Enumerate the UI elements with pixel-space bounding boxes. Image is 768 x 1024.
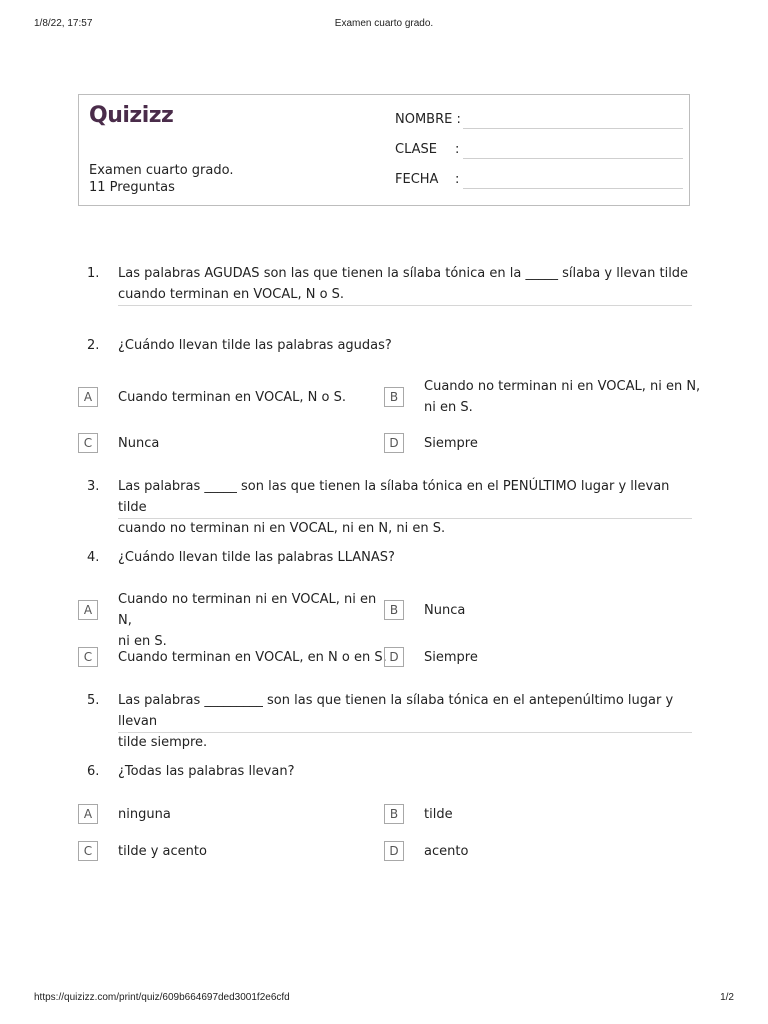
print-title: Examen cuarto grado.	[334, 18, 434, 29]
quizizz-logo: Quizizz	[89, 103, 174, 128]
print-url: https://quizizz.com/print/quiz/609b664697ded3001f2e6cfd	[34, 992, 290, 1003]
answer-line[interactable]	[118, 518, 692, 519]
option-d[interactable]	[384, 433, 690, 455]
question-number: 4.	[87, 550, 100, 565]
answer-line[interactable]	[118, 732, 692, 733]
date-line[interactable]	[463, 188, 683, 189]
option-d[interactable]	[384, 647, 690, 669]
option-letter-box: B	[384, 387, 404, 407]
option-a[interactable]	[78, 592, 378, 649]
print-datetime: 1/8/22, 17:57	[34, 18, 93, 29]
option-c[interactable]	[78, 841, 378, 863]
option-text: Nunca	[118, 436, 160, 451]
option-b[interactable]	[384, 600, 690, 622]
question-text: ¿Cuándo llevan tilde las palabras agudas?	[118, 338, 392, 353]
option-letter-box: C	[78, 433, 98, 453]
class-line[interactable]	[463, 158, 683, 159]
option-text-line: Cuando no terminan ni en VOCAL, ni en N,	[118, 592, 377, 628]
option-text	[424, 376, 704, 418]
print-header	[34, 18, 734, 32]
quiz-title: Examen cuarto grado.	[89, 163, 234, 178]
option-c[interactable]	[78, 647, 387, 669]
option-text: Cuando terminan en VOCAL, en N o en S.	[118, 650, 387, 665]
quiz-header-box	[78, 94, 690, 206]
question-text-line: tilde siempre.	[118, 735, 208, 750]
option-letter-box: A	[78, 387, 98, 407]
question-1	[78, 263, 692, 307]
option-text-line: ni en S.	[118, 634, 167, 649]
date-label: FECHA	[395, 172, 439, 187]
option-letter-box: C	[78, 841, 98, 861]
question-count: 11 Preguntas	[89, 180, 175, 195]
option-text: ninguna	[118, 807, 171, 822]
question-text	[118, 690, 692, 753]
option-letter-box: A	[78, 804, 98, 824]
option-text: tilde y acento	[118, 844, 207, 859]
option-text: Cuando terminan en VOCAL, N o S.	[118, 390, 346, 405]
option-b[interactable]	[384, 379, 701, 415]
name-line[interactable]	[463, 128, 683, 129]
question-3	[78, 476, 692, 536]
option-a[interactable]	[78, 804, 378, 826]
question-text-line: cuando terminan en VOCAL, N o S.	[118, 287, 345, 302]
option-text-line: Cuando no terminan ni en VOCAL, ni en N,	[424, 379, 701, 394]
answer-line[interactable]	[118, 305, 692, 306]
option-letter-box: D	[384, 841, 404, 861]
question-number: 2.	[87, 338, 100, 353]
option-text: acento	[424, 844, 469, 859]
page-number: 1/2	[720, 992, 734, 1003]
question-4	[78, 547, 692, 569]
option-text: Nunca	[424, 603, 466, 618]
option-text: Siempre	[424, 650, 478, 665]
question-6	[78, 761, 692, 783]
question-number: 3.	[87, 479, 100, 494]
name-label: NOMBRE :	[395, 112, 461, 127]
class-colon: :	[455, 142, 460, 157]
option-letter-box: B	[384, 804, 404, 824]
question-2	[78, 335, 692, 357]
question-number: 1.	[87, 266, 100, 281]
option-letter-box: D	[384, 433, 404, 453]
class-label: CLASE	[395, 142, 437, 157]
question-text: ¿Todas las palabras llevan?	[118, 764, 295, 779]
option-text: tilde	[424, 807, 453, 822]
class-field	[395, 140, 683, 162]
question-text: ¿Cuándo llevan tilde las palabras LLANAS?	[118, 550, 395, 565]
question-5	[78, 690, 692, 750]
option-c[interactable]	[78, 433, 378, 455]
print-footer	[34, 992, 734, 1006]
option-a[interactable]	[78, 387, 378, 409]
question-text-line: cuando no terminan ni en VOCAL, ni en N, ni en S.	[118, 521, 446, 536]
question-number: 5.	[87, 693, 100, 708]
question-text-line: Las palabras AGUDAS son las que tienen la sílaba tónica en la _____ sílaba y llevan tilde	[118, 266, 689, 281]
date-field	[395, 170, 683, 192]
question-text	[118, 263, 692, 305]
option-text	[118, 589, 388, 652]
option-d[interactable]	[384, 841, 690, 863]
option-letter-box: B	[384, 600, 404, 620]
option-letter-box: A	[78, 600, 98, 620]
question-text-line: Las palabras _________ son las que tienen la sílaba tónica en el antepenúltimo lugar y llevan	[118, 693, 674, 729]
option-letter-box: D	[384, 647, 404, 667]
name-field	[395, 110, 683, 132]
option-b[interactable]	[384, 804, 690, 826]
question-number: 6.	[87, 764, 100, 779]
option-text: Siempre	[424, 436, 478, 451]
question-text	[118, 476, 692, 539]
date-colon: :	[455, 172, 460, 187]
question-text-line: Las palabras _____ son las que tienen la sílaba tónica en el PENÚLTIMO lugar y llevan tilde	[118, 479, 670, 515]
option-text-line: ni en S.	[424, 400, 473, 415]
option-letter-box: C	[78, 647, 98, 667]
